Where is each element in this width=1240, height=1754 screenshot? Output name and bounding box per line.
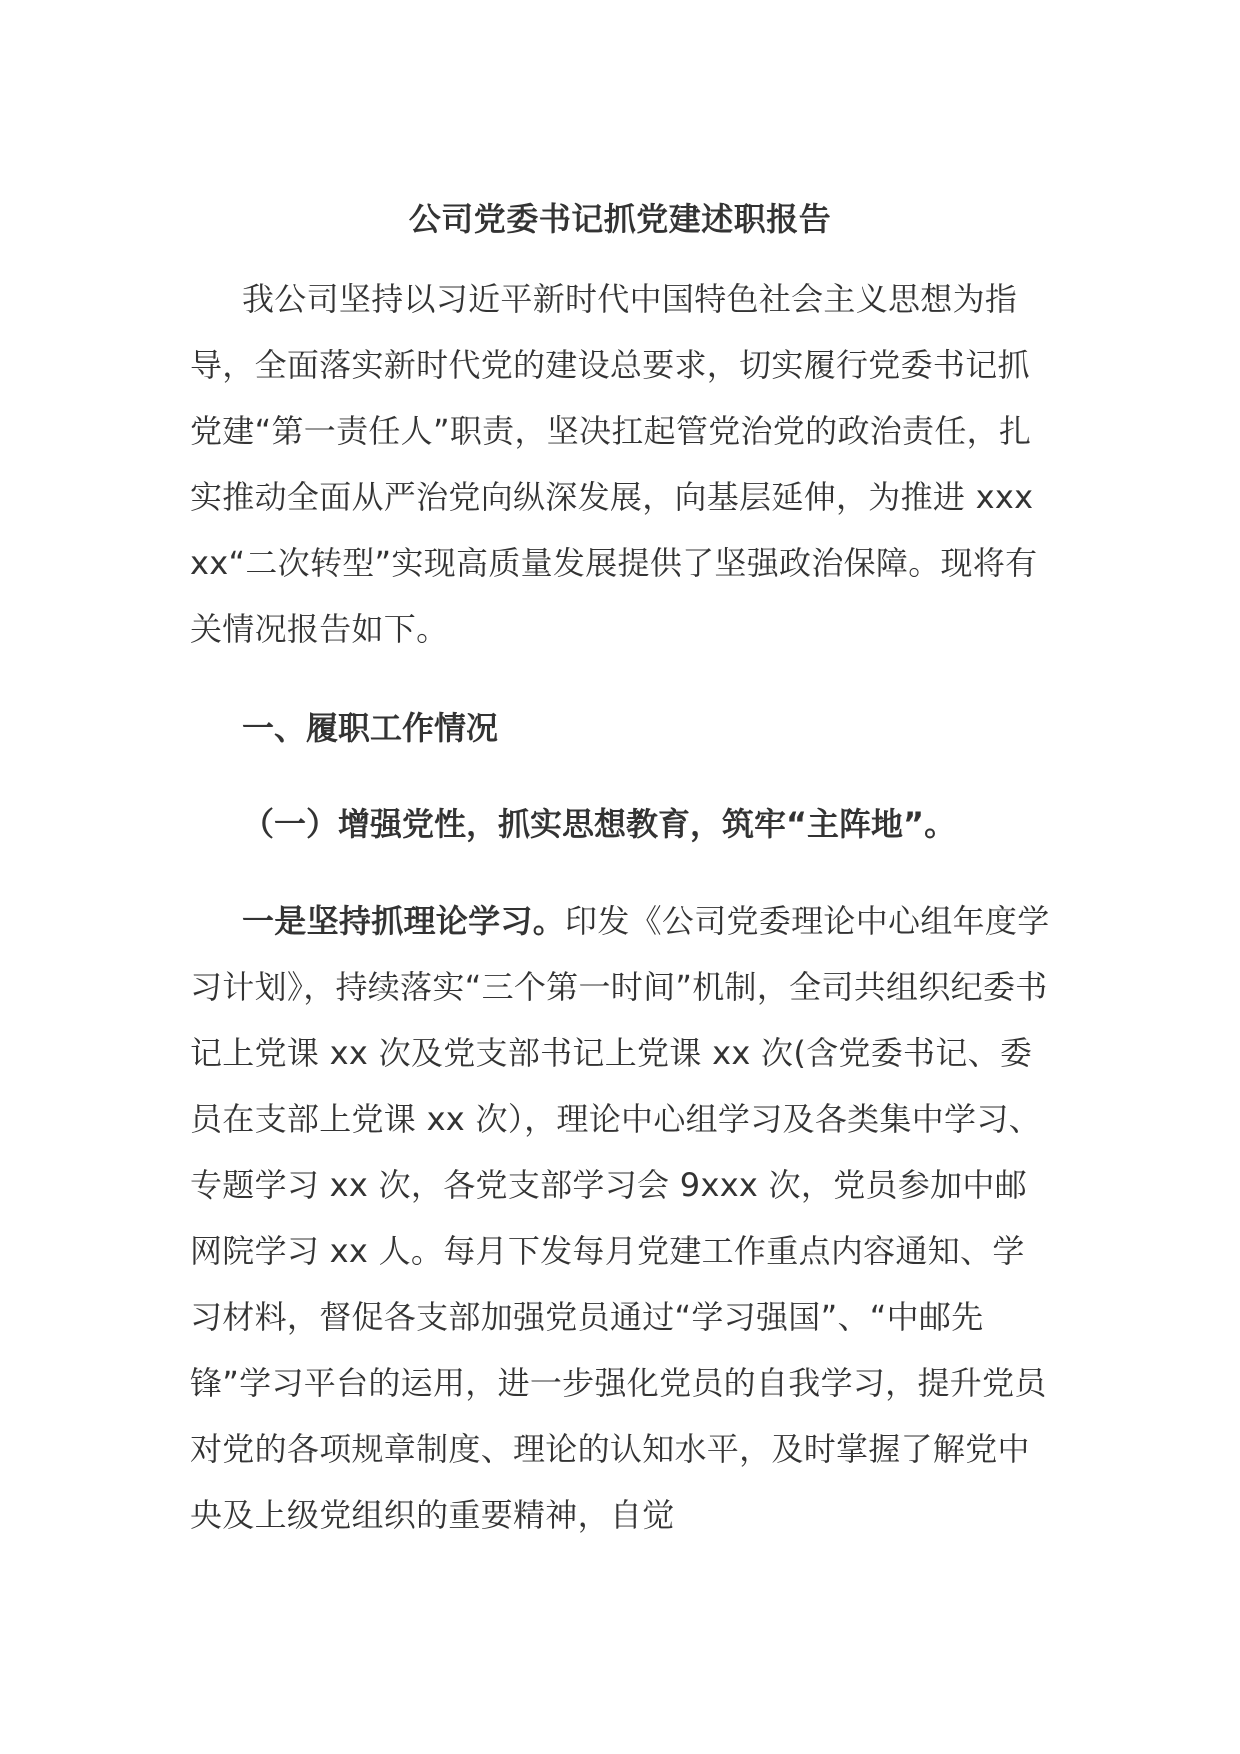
- section-heading-1: 一、履职工作情况: [242, 709, 499, 747]
- point-lead: 一是坚持抓理论学习。: [242, 902, 566, 940]
- intro-paragraph: 我公司坚持以习近平新时代中国特色社会主义思想为指导，全面落实新时代党的建设总要求，切实履行党委书记抓党建“第一责任人”职责，坚决扛起管党治党的政治责任，扎实推动全面从严治党向纵深发展，向基层延伸，为推进 xxxxx“二次转型”实现高质量发展提供了坚强政治保障。现将有关情况报告如下。: [190, 280, 1038, 648]
- point-paragraph-1: [190, 888, 1050, 1548]
- document-title: 公司党委书记抓党建述职报告: [408, 200, 832, 238]
- subsection-heading-1: （一）增强党性，抓实思想教育，筑牢“主阵地”。: [242, 805, 957, 843]
- document-page: [190, 0, 1050, 1754]
- point-text: 印发《公司党委理论中心组年度学习计划》，持续落实“三个第一时间”机制，全司共组织纪委书记上党课 xx 次及党支部书记上党课 xx 次(含党委书记、委员在支部上党课 xx 次），理论中心组学习及各类集中学习、专题学习 xx 次，各党支部学习会 9xxx 次，党员参加中邮网院学习 xx 人。每月下发每月党建工作重点内容通知、学习材料，督促各支部加强党员通过“学习强国”、“中邮先锋”学习平台的运用，进一步强化党员的自我学习，提升党员对党的各项规章制度、理论的认知水平，及时掌握了解党中央及上级党组织的重要精神，自觉: [190, 902, 1050, 1534]
